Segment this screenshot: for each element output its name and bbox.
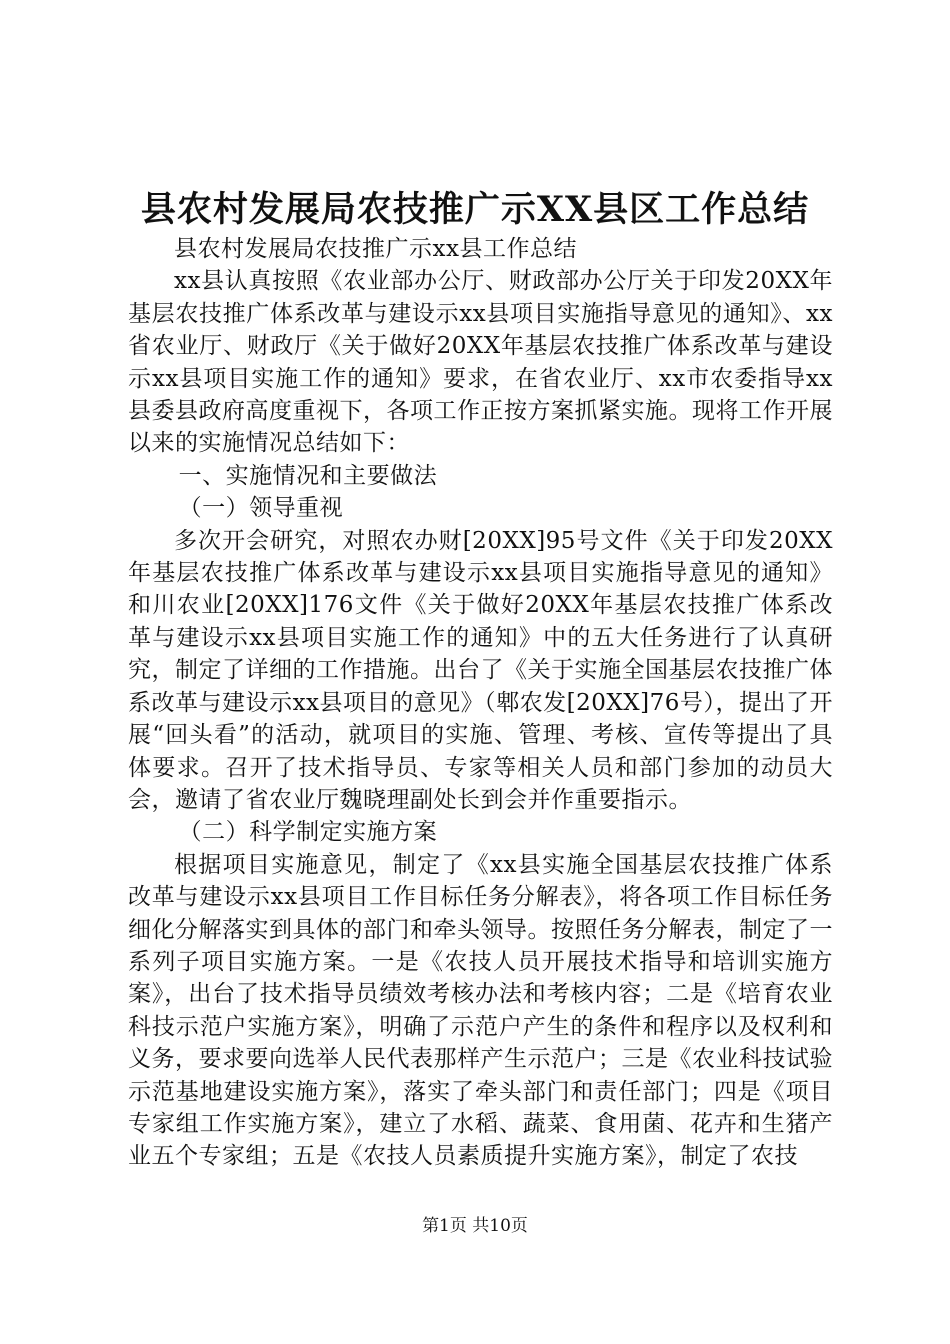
section-heading-1: 一、实施情况和主要做法 xyxy=(178,462,438,489)
page-footer: 第1页 共10页 xyxy=(422,1216,528,1236)
body-paragraph-1: 多次开会研究，对照农办财[20XX]95号文件《关于印发20XX年基层农技推广体系改革与建设示xx县项目实施指导意见的通知》和川农业[20XX]176文件《关于做好20XX年基层农技推广体系改革与建设示xx县项目实施工作的通知》中的五大任务进行了认真研究，制定了详细的工作措施。出台了《关于实施全国基层农技推广体系改革与建设示xx县项目的意见》（郫农发[20XX]76号），提出了开展“回头看”的活动，就项目的实施、管理、考核、宣传等提出了具体要求。召开了技术指导员、专家等相关人员和部门参加的动员大会，邀请了省农业厅魏晓理副处长到会并作重要指示。 xyxy=(128,527,833,813)
intro-paragraph: xx县认真按照《农业部办公厅、财政部办公厅关于印发20XX年基层农技推广体系改革与建设示xx县项目实施指导意见的通知》、xx省农业厅、财政厅《关于做好20XX年基层农技推广体系改革与建设示xx县项目实施工作的通知》要求，在省农业厅、xx市农委指导xx县委县政府高度重视下，各项工作正按方案抓紧实施。现将工作开展以来的实施情况总结如下： xyxy=(128,268,833,457)
subtitle-paragraph: 县农村发展局农技推广示xx县工作总结 xyxy=(174,236,577,262)
subsection-heading-2: （二）科学制定实施方案 xyxy=(178,819,438,846)
subsection-heading-1: （一）领导重视 xyxy=(178,495,344,522)
body-paragraph-2: 根据项目实施意见，制定了《xx县实施全国基层农技推广体系改革与建设示xx县项目工作目标任务分解表》，将各项工作目标任务细化分解落实到具体的部门和牵头领导。按照任务分解表，制定了一系列子项目实施方案。一是《农技人员开展技术指导和培训实施方案》，出台了技术指导员绩效考核办法和考核内容；二是《培育农业科技示范户实施方案》，明确了示范户产生的条件和程序以及权利和义务，要求要向选举人民代表那样产生示范户；三是《农业科技试验示范基地建设实施方案》，落实了牵头部门和责任部门；四是《项目专家组工作实施方案》，建立了水稻、蔬菜、食用菌、花卉和生猪产业五个专家组；五是《农技人员素质提升实施方案》，制定了农技 xyxy=(128,851,833,1170)
document-title: 县农村发展局农技推广示XX县区工作总结 xyxy=(140,189,810,230)
document-body xyxy=(128,233,833,1173)
